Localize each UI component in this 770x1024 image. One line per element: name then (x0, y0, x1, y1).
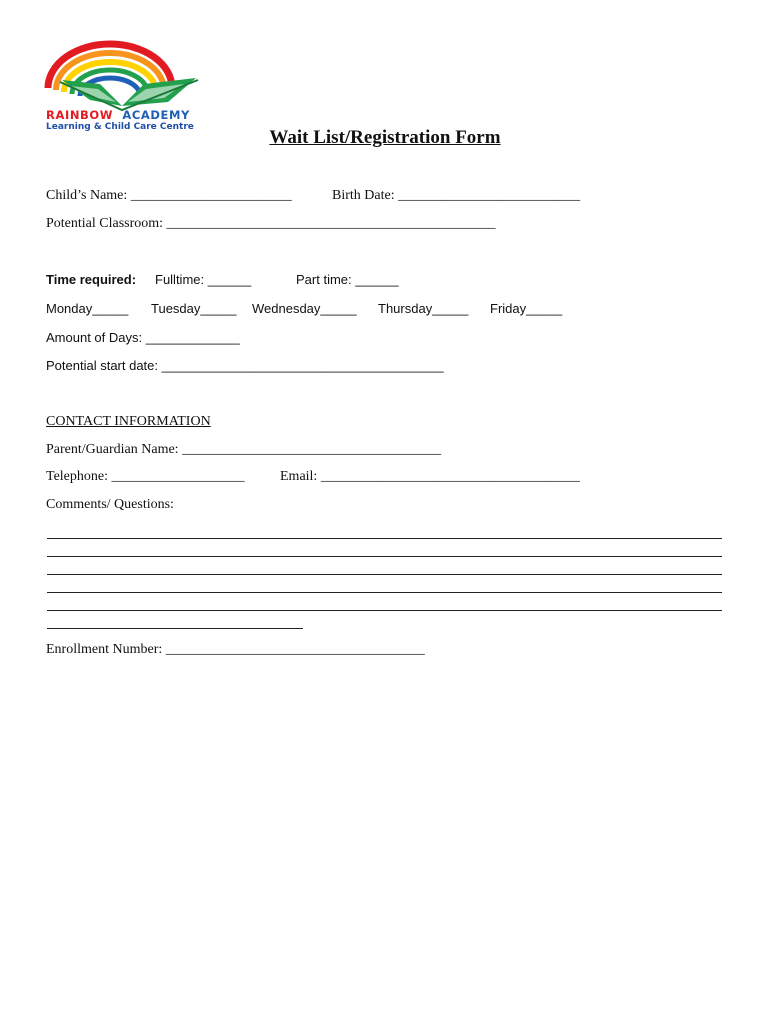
parttime-field[interactable]: Part time: ______ (296, 272, 399, 287)
logo-word-academy: ACADEMY (122, 108, 190, 122)
comments-label: Comments/ Questions: (46, 497, 174, 512)
birth-date-field[interactable]: Birth Date: __________________________ (332, 188, 581, 203)
logo-tagline: Learning & Child Care Centre (46, 122, 194, 132)
comment-line[interactable] (47, 538, 722, 539)
potential-classroom-field[interactable]: Potential Classroom: _______________________________________________ (46, 216, 496, 231)
friday-field[interactable]: Friday_____ (490, 301, 563, 316)
fulltime-field[interactable]: Fulltime: ______ (155, 272, 252, 287)
start-date-field[interactable]: Potential start date: _______________________________________ (46, 358, 444, 373)
child-name-field[interactable]: Child’s Name: _______________________ (46, 188, 292, 203)
comment-line[interactable] (47, 628, 303, 629)
telephone-field[interactable]: Telephone: ___________________ (46, 469, 245, 484)
wednesday-field[interactable]: Wednesday_____ (252, 301, 357, 316)
amount-of-days-field[interactable]: Amount of Days: _____________ (46, 330, 240, 345)
time-required-label: Time required: (46, 272, 137, 287)
email-field[interactable]: Email: _____________________________________ (280, 469, 580, 484)
logo-brand-name (46, 108, 190, 122)
tuesday-field[interactable]: Tuesday_____ (151, 301, 237, 316)
enrollment-number-field[interactable]: Enrollment Number: _____________________________________ (46, 642, 425, 657)
parent-name-field[interactable]: Parent/Guardian Name: _____________________________________ (46, 442, 442, 457)
comment-line[interactable] (47, 592, 722, 593)
thursday-field[interactable]: Thursday_____ (378, 301, 469, 316)
logo-word-rainbow: RAINBOW (46, 108, 114, 122)
comment-line[interactable] (47, 574, 722, 575)
monday-field[interactable]: Monday_____ (46, 301, 129, 316)
page-title: Wait List/Registration Form (269, 127, 501, 148)
comment-line[interactable] (47, 556, 722, 557)
comment-line[interactable] (47, 610, 722, 611)
contact-heading: CONTACT INFORMATION (46, 414, 211, 429)
